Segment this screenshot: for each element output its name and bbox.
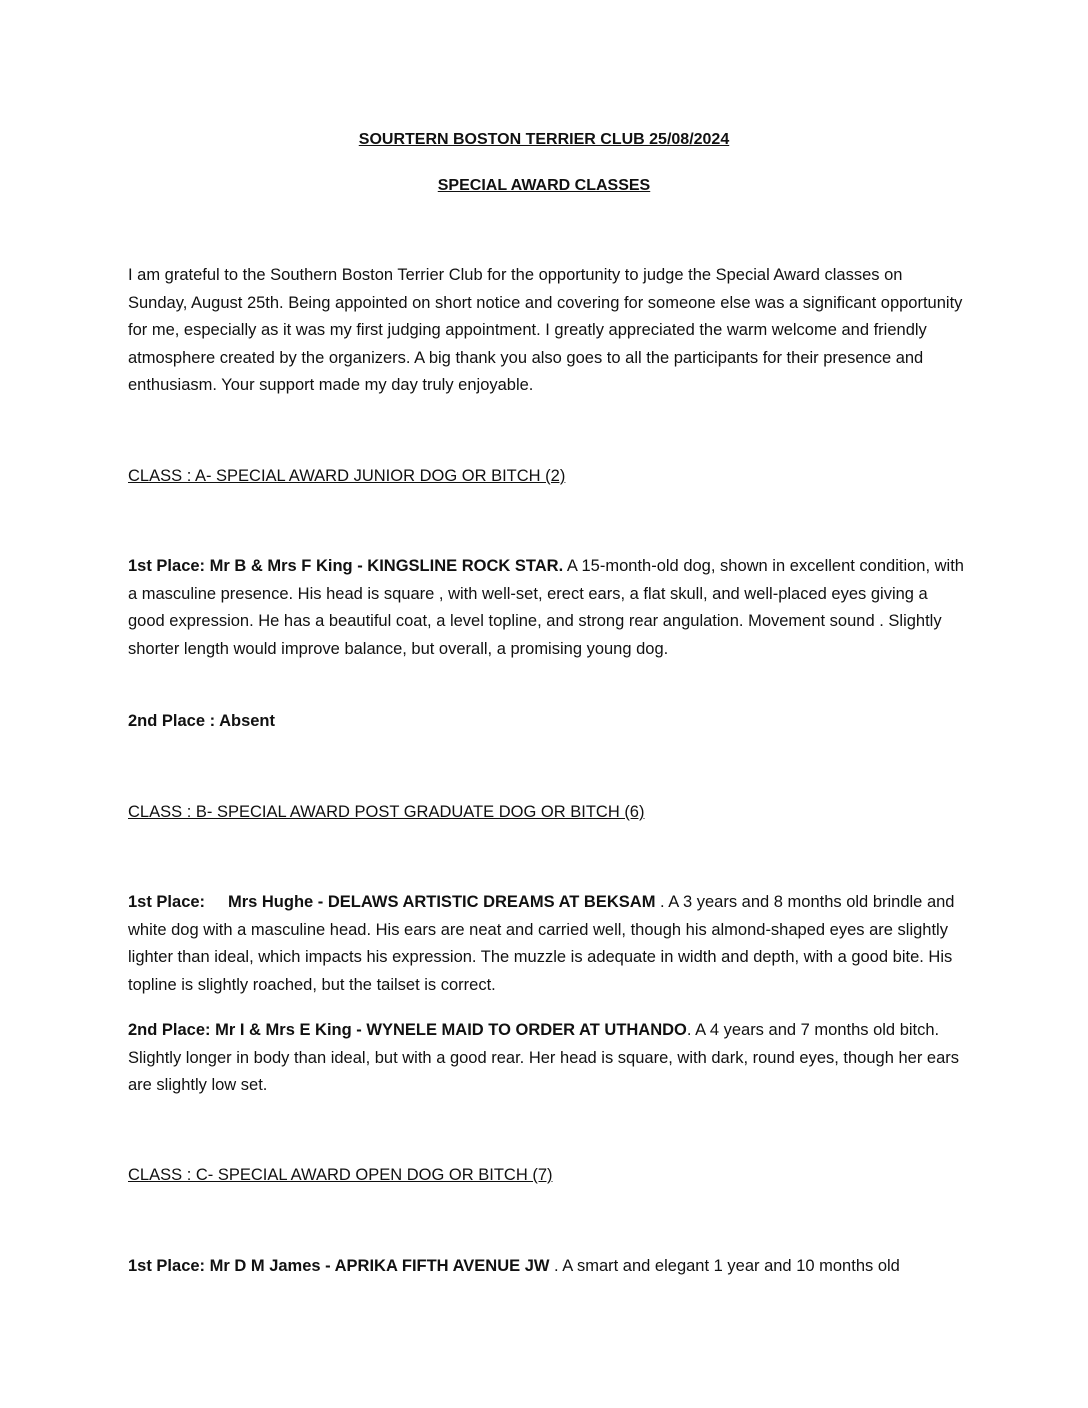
class-b-first-place-critique: . A 3 years and 8 months old brindle and white dog with a masculine head. His ears are neat and carried well, though his almond-shaped eyes are slightly lighter than ideal, which impacts his expression. The muzzle is adequate in width and depth, with a good bite. His topline is slightly roached, but the tailset is correct. — [128, 893, 955, 994]
class-a-first-place-label: 1st Place: Mr B & Mrs F King - KINGSLINE ROCK STAR. — [128, 557, 564, 575]
class-b-second-place-label: 2nd Place: Mr I & Mrs E King - WYNELE MAID TO ORDER AT UTHANDO — [128, 1021, 687, 1039]
class-b-first-place-label: 1st Place: Mrs Hughe - DELAWS ARTISTIC DREAMS AT BEKSAM — [128, 893, 656, 911]
class-a-first-place — [128, 553, 964, 663]
document-subtitle: SPECIAL AWARD CLASSES — [437, 177, 651, 194]
document-title: SOURTERN BOSTON TERRIER CLUB 25/08/2024 — [358, 131, 730, 148]
class-b-second-place — [128, 1017, 964, 1100]
class-a-second-place-label: 2nd Place : Absent — [128, 712, 276, 730]
class-a-heading: CLASS : A- SPECIAL AWARD JUNIOR DOG OR BITCH (2) — [128, 467, 566, 485]
class-a-first-place-critique: A 15-month-old dog, shown in excellent condition, with a masculine presence. His head is square , with well-set, erect ears, a flat skull, and well-placed eyes giving a good expression. He has a beautiful coat, a level topline, and strong rear angulation. Movement sound . Slightly shorter length would improve balance, but overall, a promising young dog. — [128, 557, 964, 658]
class-c-heading: CLASS : C- SPECIAL AWARD OPEN DOG OR BITCH (7) — [128, 1166, 553, 1184]
class-b-second-place-critique: . A 4 years and 7 months old bitch. Slightly longer in body than ideal, but with a good rear. Her head is square, with dark, round eyes, though her ears are slightly low set. — [128, 1021, 960, 1095]
intro-paragraph: I am grateful to the Southern Boston Terrier Club for the opportunity to judge the Special Award classes on Sunday, August 25th. Being appointed on short notice and covering for someone else was a significant opportunity for me, especially as it was my first judging appointment. I greatly appreciated the warm welcome and friendly atmosphere created by the organizers. A big thank you also goes to all the participants for their presence and enthusiasm. Your support made my day truly enjoyable. — [128, 266, 963, 395]
class-c-first-place-label: 1st Place: Mr D M James - APRIKA FIFTH AVENUE JW — [128, 1257, 550, 1275]
class-a-second-place — [128, 708, 964, 736]
class-b-first-place — [128, 889, 964, 999]
class-c-first-place-critique: . A smart and elegant 1 year and 10 months old — [549, 1257, 900, 1275]
class-b-heading: CLASS : B- SPECIAL AWARD POST GRADUATE DOG OR BITCH (6) — [128, 803, 645, 821]
class-c-first-place — [128, 1253, 964, 1281]
